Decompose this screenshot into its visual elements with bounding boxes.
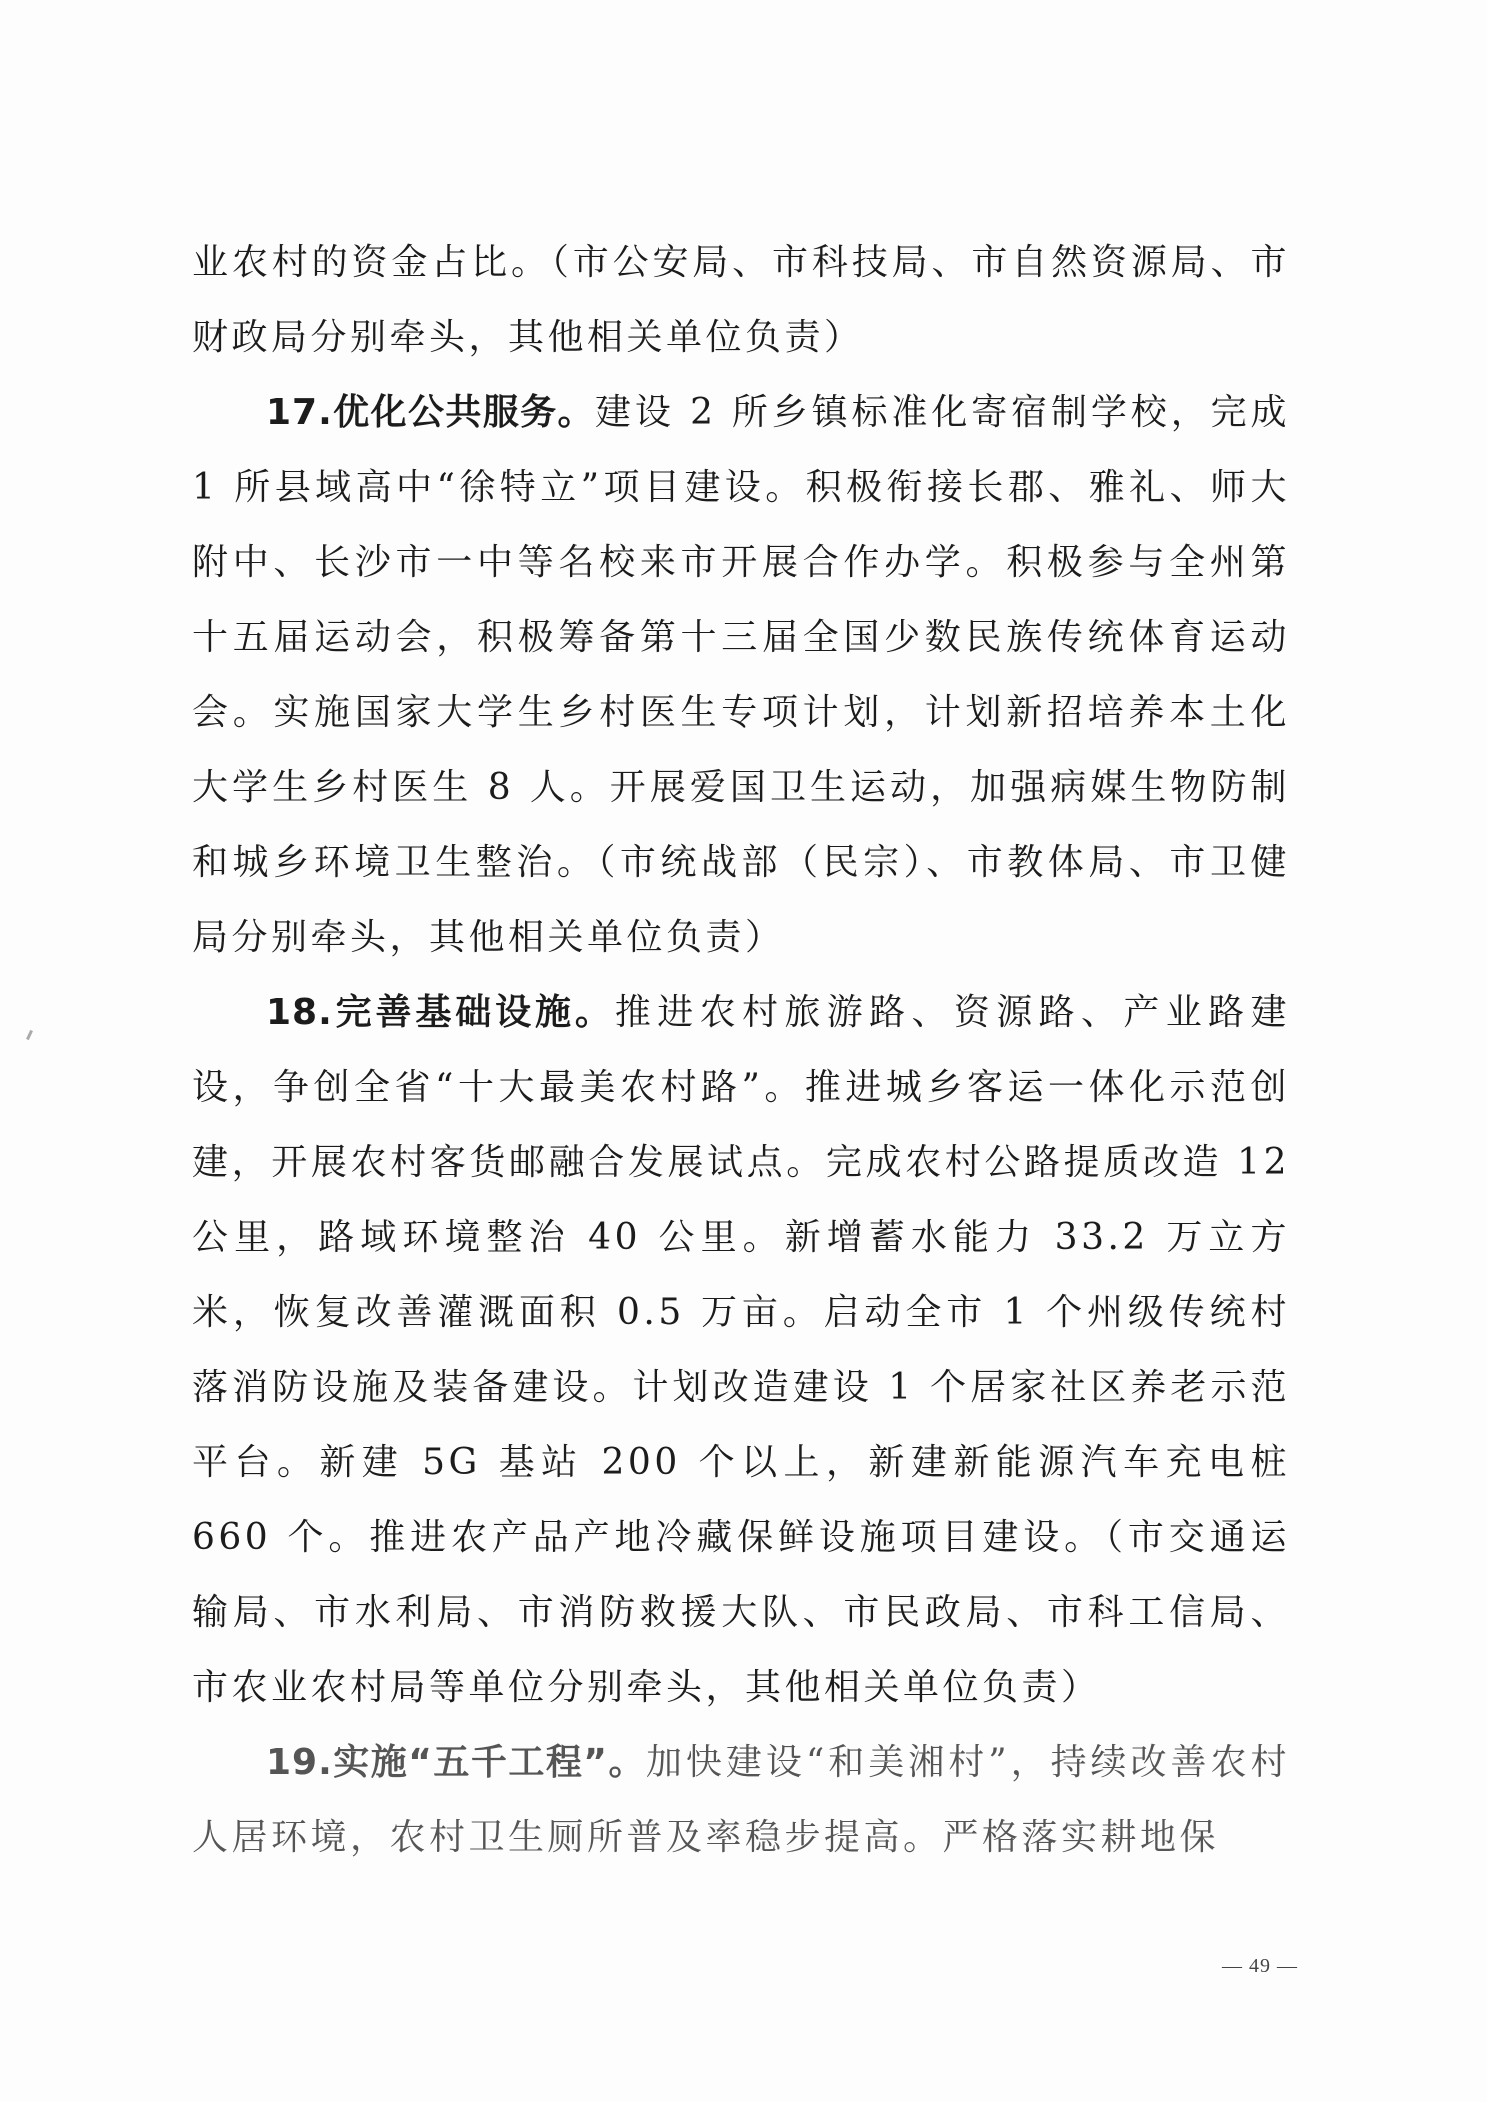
scan-mark: [26, 1030, 33, 1040]
paragraph-continuation: [192, 225, 1290, 375]
paragraph-heading: 19.实施“五千工程”。: [266, 1742, 646, 1783]
paragraph-19: [192, 1725, 1290, 1875]
paragraph-text: 业农村的资金占比。（市公安局、市科技局、市自然资源局、市财政局分别牵头，其他相关单位负责）: [192, 242, 1290, 358]
paragraph-18: [192, 975, 1290, 1725]
paragraph-17: [192, 375, 1290, 975]
paragraph-text: 推进农村旅游路、资源路、产业路建设，争创全省“十大最美农村路”。推进城乡客运一体化示范创建，开展农村客货邮融合发展试点。完成农村公路提质改造 12 公里，路域环境整治 40 公里。新增蓄水能力 33.2 万立方米，恢复改善灌溉面积 0.5 万亩。启动全市 1 个州级传统村落消防设施及装备建设。计划改造建设 1 个居家社区养老示范平台。新建 5G 基站 200 个以上，新建新能源汽车充电桩 660 个。推进农产品产地冷藏保鲜设施项目建设。（市交通运输局、市水利局、市消防救援大队、市民政局、市科工信局、市农业农村局等单位分别牵头，其他相关单位负责）: [192, 992, 1290, 1708]
paragraph-heading: 17.优化公共服务。: [266, 392, 595, 433]
page-number: — 49 —: [1222, 1955, 1298, 1977]
body-text: [192, 225, 1290, 1875]
paragraph-text: 加快建设“和美湘村”，持续改善农村人居环境，农村卫生厕所普及率稳步提高。严格落实耕地保: [192, 1742, 1290, 1858]
paragraph-text: 建设 2 所乡镇标准化寄宿制学校，完成 1 所县域高中“徐特立”项目建设。积极衔接长郡、雅礼、师大附中、长沙市一中等名校来市开展合作办学。积极参与全州第十五届运动会，积极筹备第十三届全国少数民族传统体育运动会。实施国家大学生乡村医生专项计划，计划新招培养本土化大学生乡村医生 8 人。开展爱国卫生运动，加强病媒生物防制和城乡环境卫生整治。（市统战部（民宗）、市教体局、市卫健局分别牵头，其他相关单位负责）: [192, 392, 1290, 958]
paragraph-heading: 18.完善基础设施。: [266, 992, 615, 1033]
